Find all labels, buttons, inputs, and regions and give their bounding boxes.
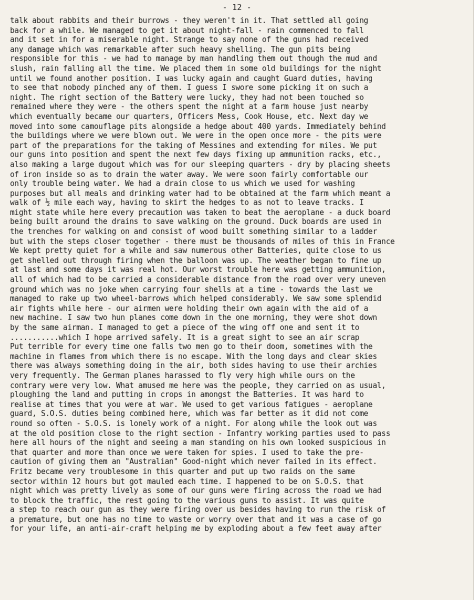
text-line: night which was pretty lively as some of our guns were firing across the road we had [10, 486, 382, 496]
text-line: contrary were very low. What amused me here was the people, they carried on as usual, [10, 380, 386, 390]
text-line: machine in flames from which there is no escape. With the long days and clear skies [10, 351, 378, 361]
text-line: at the old position close to the right section - Infantry working parties used to pass [10, 428, 391, 438]
text-line: being built around the drains to save walking on the ground. Duck boards are used in [10, 217, 382, 227]
text-line: sector within 12 hours but got mauled each time. I happened to be on S.O.S. that [10, 476, 364, 486]
text-line: caution of giving them an "Australian" Good-night which never failed in its effect. [10, 457, 378, 467]
text-line: a premature, but one has no time to waste or worry over that and it was a case of go [10, 514, 382, 524]
text-line: moved into some camouflage pits alongside a hedge about 400 yards. Immediately behind [10, 121, 386, 131]
text-line: part of the preparations for the taking of Messines and extending for miles. We put [10, 140, 378, 150]
text-line: remained where they were - the others spent the night at a farm house just nearby [10, 102, 369, 112]
text-line: get shelled out through firing when the balloon was up. The weather began to fine up [10, 255, 382, 265]
text-line: air fights while here - our airmen were holding their own again with the aid of a [10, 303, 369, 313]
text-line: and it set in for a miserable night. Strange to say none of the guns had received [10, 35, 369, 45]
text-line: that quarter and more than once we were taken for spies. I used to take the pre- [10, 447, 364, 457]
text-line: to block the traffic, the rest going to the various guns to assist. It was quite [10, 495, 364, 505]
text-line: for your life, an anti-air-craft helping me by exploding about a few feet away after [10, 524, 382, 534]
text-line: round so often - S.O.S. is lonely work of a night. For along while the look out was [10, 418, 378, 428]
text-line: responsible for this - we had to manage by man handling them out though the mud and [10, 54, 378, 64]
text-line: might state while here every precaution was taken to beat the aeroplane - a duck board [10, 207, 391, 217]
text-line: at last and some days it was real hot. Our worst trouble here was getting ammunition, [10, 265, 386, 275]
text-line: ground which was no joke when carrying four shells at a time - towards the last we [10, 284, 373, 294]
text-line: night. The right section of the Battery were lucky, they had not been touched so [10, 92, 364, 102]
text-line: which eventually became our quarters, Officers Mess, Cook House, etc. Next day we [10, 111, 369, 121]
text-line: Fritz became very troublesome in this quarter and put up two raids on the same [10, 466, 355, 476]
text-line: only trouble being water. We had a drain close to us which we used for washing [10, 179, 355, 189]
text-line: back for a while. We managed to get it about night-fall - rain commenced to fall [10, 25, 364, 35]
text-line: our guns into position and spent the next few days fixing up ammunition racks, etc., [10, 150, 382, 160]
page-number: - 12 - [222, 3, 252, 12]
text-line: very frequently. The German planes harassed to fly very high while ours on the [10, 370, 355, 380]
text-line: by the same airman. I managed to get a piece of the wing off one and sent it to [10, 323, 360, 332]
body-text [10, 16, 468, 534]
text-line: We kept pretty quiet for a while and saw numerous other Batteries, quite close to us [10, 246, 382, 256]
text-line: walk of ½ mile each way, having to skirt the hedges to as not to leave tracks. I [10, 198, 364, 208]
text-line: until we found another position. I was lucky again and caught Guard duties, having [10, 73, 373, 83]
text-line: talk about rabbits and their burrows - they weren't in it. That settled all going [10, 16, 369, 25]
text-line: there was always something doing in the air, both sides having to use their archies [10, 361, 378, 371]
text-line: ploughing the land and putting in crops in amongst the Batteries. It was hard to [10, 390, 364, 400]
text-line: purposes but all meals and drinking water had to be obtained at the farm which meant a [10, 188, 391, 198]
text-line: of iron inside so as to drain the water away. We were soon fairly comfortable our [10, 169, 369, 179]
text-line: new machine. I saw two hun planes come down in the one morning, they were shot down [10, 313, 378, 323]
text-line: here all hours of the night and seeing a man standing on his own looked suspicious in [10, 438, 386, 448]
text-line: guard, S.O.S. duties being combined here, which was far better as it did not come [10, 409, 369, 419]
text-line: the buildings where we were blown out. We were in the open once more - the pits were [10, 131, 382, 141]
text-line: but with the steps closer together - there must be thousands of miles of this in France [10, 236, 395, 246]
text-line: slush, rain falling all the time. We placed them in some old buildings for the night [10, 63, 382, 73]
text-line: the trenches for walking on and consist of wood built something similar to a ladder [10, 227, 378, 237]
text-line: all of which had to be carried a considerable distance from the road over very uneven [10, 275, 386, 285]
text-line: Put terrible for every time one falls two men go to their doom, sometimes with the [10, 342, 373, 352]
text-line: ...........which I hope arrived safely. It is a great sight to see an air scrap [10, 332, 360, 342]
text-line: any damage which was remarkable after such heavy shelling. The gun pits being [10, 44, 351, 54]
text-line: realise at times that you were at war. We used to get various fatigues - aeroplane [10, 399, 373, 409]
text-line: to see that nobody pinched any of them. I guess I swore some picking it on such a [10, 83, 369, 93]
text-line: managed to rake up two wheel-barrows which helped considerably. We saw some splendid [10, 294, 382, 304]
text-line: also making a large dugout which was for our sleeping quarters - dry by placing sheets [10, 159, 391, 169]
text-line: a step to reach our gun as they were firing over us besides having to run the risk of [10, 505, 386, 515]
